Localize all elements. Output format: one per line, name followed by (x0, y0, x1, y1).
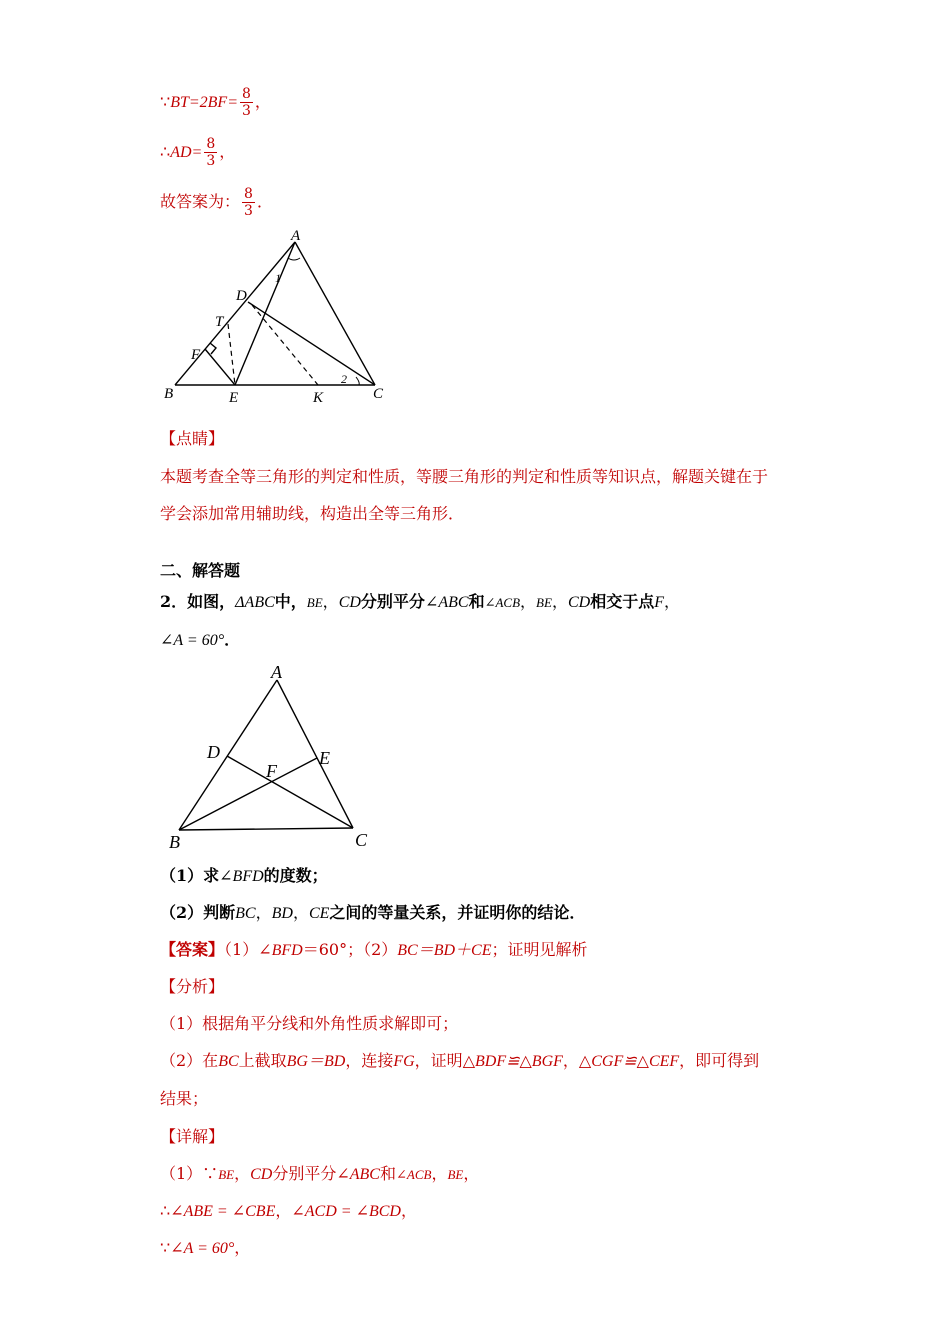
label-e: E (229, 390, 239, 406)
detail-line-1: （1）∵BE，CD分别平分∠ABC和∠ACB，BE， (160, 1164, 480, 1183)
label-c: C (355, 830, 368, 850)
segment-fe (205, 349, 235, 385)
label-a: A (271, 662, 282, 682)
label-k: K (313, 390, 324, 406)
label-d: D (207, 742, 220, 762)
analysis-heading: 【分析】 (160, 977, 225, 996)
label-b: B (164, 386, 174, 402)
segment-dc (248, 302, 375, 385)
analysis-line-2: （2）在BC上截取BG＝BD，连接FG，证明△BDF≌△BGF，△CGF≌△CEF，即可得到 (160, 1051, 760, 1070)
answer-block: 【答案】（1）∠BFD＝60°；（2）BC＝BD＋CE；证明见解析 (160, 940, 588, 959)
label-e: E (319, 748, 330, 768)
label-f: F (266, 761, 277, 781)
label-b: B (169, 832, 180, 852)
fraction: $\frac{8}{3}$ (242, 86, 251, 119)
label-t: T (215, 314, 224, 330)
problem-2-angle-a: ∠A = 60°． (160, 630, 241, 649)
analysis-line-3: 结果； (160, 1089, 209, 1108)
detail-line-2: ∴∠ABE = ∠CBE，∠ACD = ∠BCD， (160, 1201, 417, 1220)
segment-bc (179, 828, 353, 830)
dianjing-line-1: 本题考查全等三角形的判定和性质，等腰三角形的判定和性质等知识点，解题关键在于 (160, 467, 769, 486)
figure-1-triangle-diagram (160, 230, 400, 410)
label-angle-1: 1 (275, 271, 281, 285)
section-title: 二、解答题 (160, 561, 241, 580)
answer-line: 故答案为： $\frac{8}{3}$ ． (160, 186, 273, 219)
right-angle-mark (210, 343, 216, 354)
bt-line: ∵BT=2BF= $\frac{8}{3}$ ， (160, 86, 271, 119)
dianjing-heading: 【点睛】 (160, 429, 225, 448)
analysis-line-1: （1）根据角平分线和外角性质求解即可； (160, 1014, 459, 1033)
question-2: （2）判断BC，BD，CE之间的等量关系，并证明你的结论． (160, 903, 586, 922)
label-angle-2: 2 (341, 372, 347, 386)
ad-line: ∴AD= $\frac{8}{3}$ ， (160, 136, 236, 169)
label-c: C (373, 386, 384, 402)
segment-dk-dashed (252, 305, 318, 385)
detail-heading: 【详解】 (160, 1127, 225, 1146)
segment-ab (179, 680, 277, 830)
label-a: A (291, 230, 301, 244)
segment-ab (175, 242, 295, 385)
fraction: $\frac{8}{3}$ (206, 136, 216, 169)
label-d: D (236, 288, 247, 304)
problem-2-stem: 2．如图，ΔABC中，BE，CD分别平分∠ABC和∠ACB，BE，CD相交于点F， (160, 592, 680, 611)
dianjing-line-2: 学会添加常用辅助线，构造出全等三角形． (160, 504, 465, 523)
label-f: F (191, 347, 201, 363)
detail-line-3: ∵∠A = 60°， (160, 1238, 251, 1257)
segment-te-dashed (228, 324, 235, 385)
figure-2-triangle-diagram (165, 660, 380, 855)
fraction: $\frac{8}{3}$ (244, 186, 253, 219)
question-1: （1）求∠BFD的度数； (160, 866, 328, 885)
segment-ac (295, 242, 375, 385)
